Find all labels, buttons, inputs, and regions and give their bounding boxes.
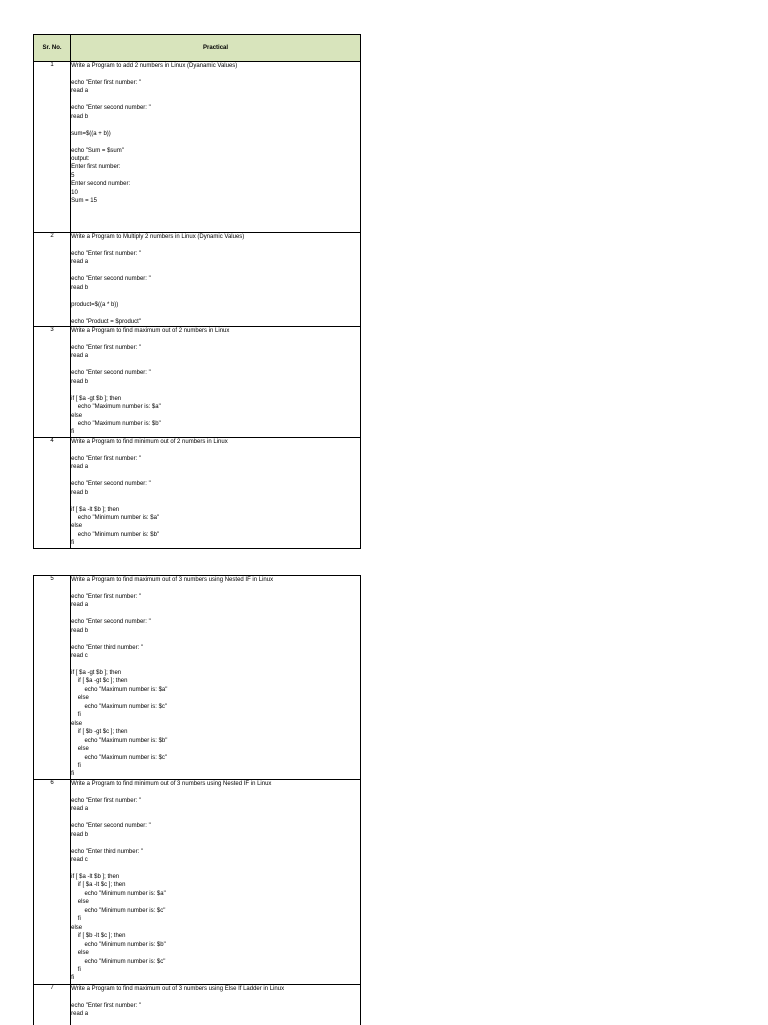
table-row bbox=[34, 62, 361, 233]
table-row bbox=[34, 985, 361, 1025]
practicals-table-page-1 bbox=[33, 34, 361, 549]
sr-no-cell: 6 bbox=[34, 780, 71, 985]
table-row bbox=[34, 576, 361, 780]
header-sr-no: Sr. No. bbox=[34, 35, 71, 62]
table-row bbox=[34, 437, 361, 548]
practicals-table-page-2 bbox=[33, 575, 361, 1025]
sr-no-cell: 5 bbox=[34, 576, 71, 780]
sr-no-cell: 3 bbox=[34, 326, 71, 437]
practical-cell: Write a Program to find maximum out of 3 numbers using Else If Ladder in Linux echo "Enter first number: " read a bbox=[71, 985, 361, 1025]
practical-cell: Write a Program to find minimum out of 2 numbers in Linux echo "Enter first number: " read a echo "Enter second number: " read b if [ $a -lt $b ]; then echo "Minimum number is: $a" else echo "Minimum number is: $b" fi bbox=[71, 437, 361, 548]
table-row bbox=[34, 326, 361, 437]
practical-cell: Write a Program to find maximum out of 2 numbers in Linux echo "Enter first number: " read a echo "Enter second number: " read b if [ $a -gt $b ]; then echo "Maximum number is: $a" else echo "Maximum number is: $b" fi bbox=[71, 326, 361, 437]
sr-no-cell: 7 bbox=[34, 985, 71, 1025]
table-row bbox=[34, 233, 361, 327]
header-practical: Practical bbox=[71, 35, 361, 62]
table-row bbox=[34, 780, 361, 985]
practical-cell: Write a Program to Multiply 2 numbers in Linux (Dynamic Values) echo "Enter first number: " read a echo "Enter second number: " read b product=$((a * b)) echo "Product = $product" bbox=[71, 233, 361, 327]
practical-cell: Write a Program to add 2 numbers in Linux (Dyanamic Values) echo "Enter first number: " read a echo "Enter second number: " read b sum=$((a + b)) echo "Sum = $sum" output: Enter first number: 5 Enter second number: 10 Sum = 15 bbox=[71, 62, 361, 233]
table-header-row bbox=[34, 35, 361, 62]
practical-cell: Write a Program to find maximum out of 3 numbers using Nested IF in Linux echo "Enter first number: " read a echo "Enter second number: " read b echo "Enter third number: " read c if [ $a -gt $b ]; then if [ $a -gt $c ]; then echo "Maximum number is: $a" else echo "Maximum number is: $c" fi else if [ $b -gt $c ]; then echo "Maximum number is: $b" else echo "Maximum number is: $c" fi fi bbox=[71, 576, 361, 780]
sr-no-cell: 2 bbox=[34, 233, 71, 327]
practical-cell: Write a Program to find minimum out of 3 numbers using Nested IF in Linux echo "Enter first number: " read a echo "Enter second number: " read b echo "Enter third number: " read c if [ $a -lt $b ]; then if [ $a -lt $c ]; then echo "Minimum number is: $a" else echo "Minimum number is: $c" fi else if [ $b -lt $c ]; then echo "Minimum number is: $b" else echo "Minimum number is: $c" fi fi bbox=[71, 780, 361, 985]
sr-no-cell: 4 bbox=[34, 437, 71, 548]
sr-no-cell: 1 bbox=[34, 62, 71, 233]
